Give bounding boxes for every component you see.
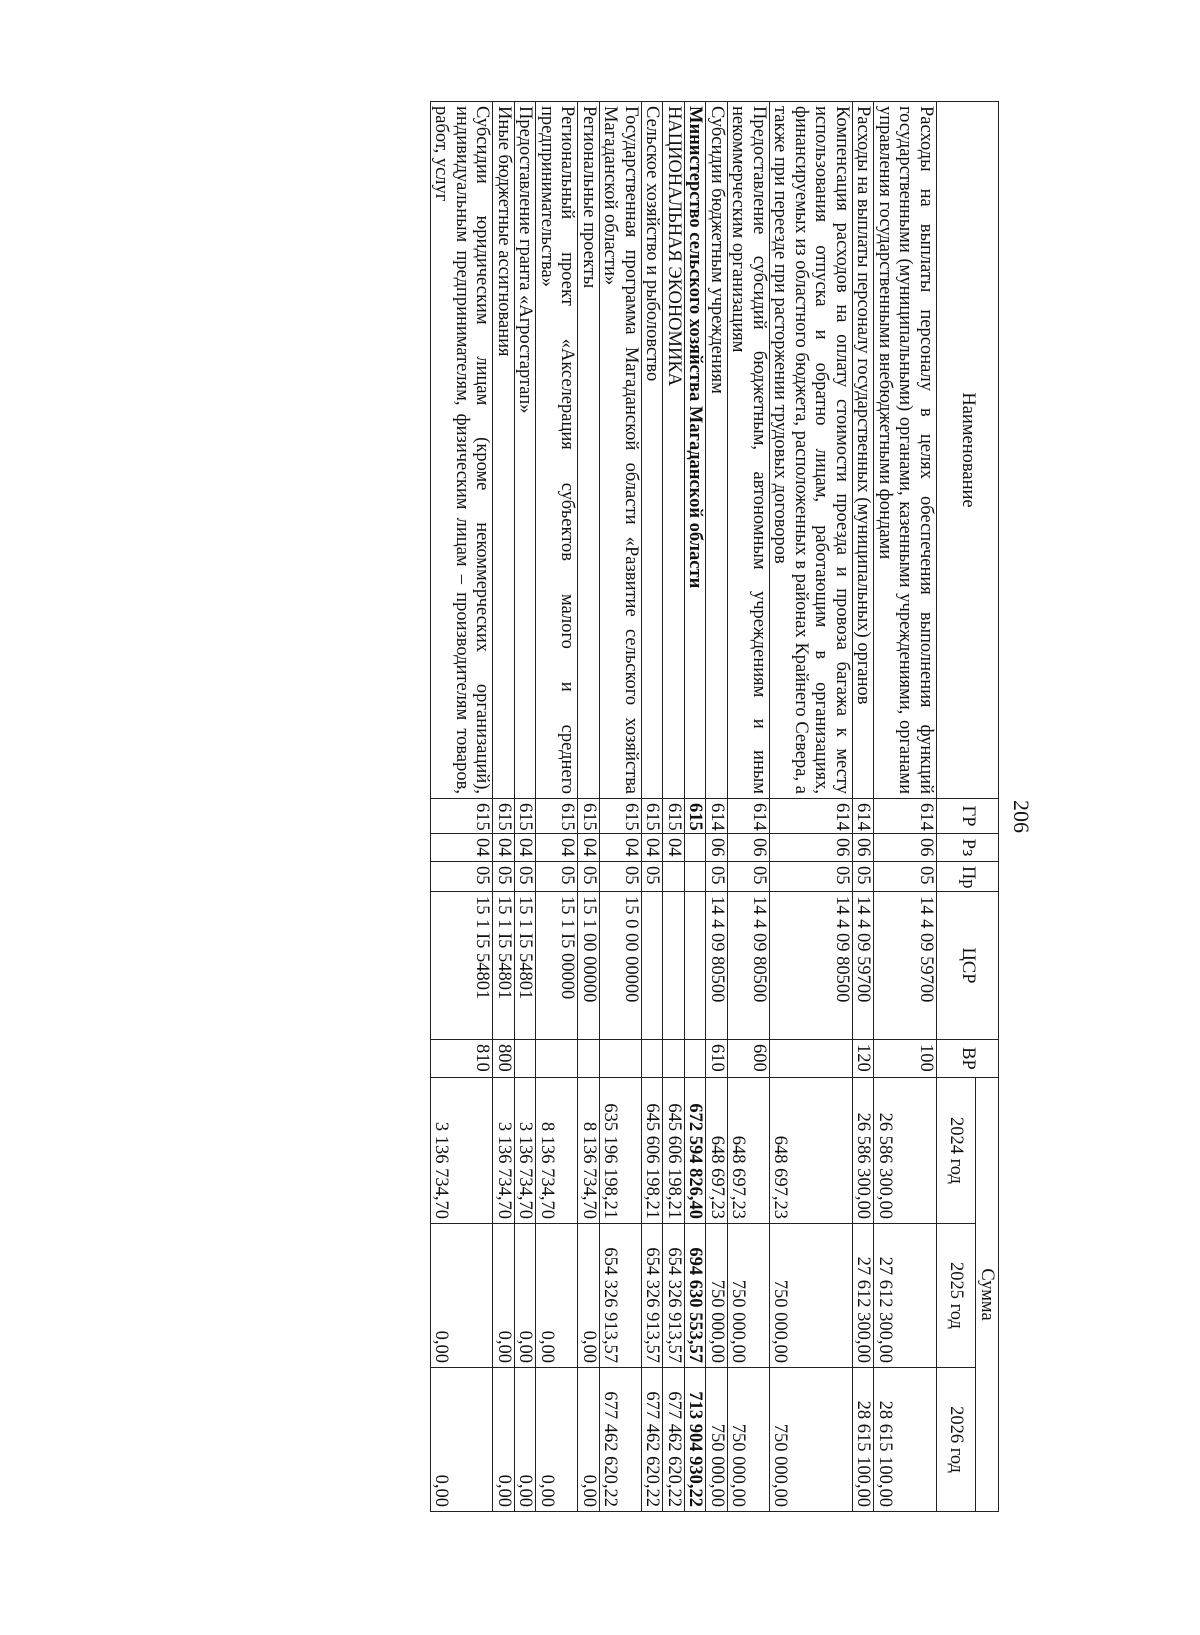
row-sum-2026: 0,00 bbox=[493, 1368, 515, 1512]
row-sum-2025: 694 630 553,57 bbox=[685, 1224, 707, 1368]
row-csr: 15 1 I5 54801 bbox=[515, 892, 537, 1040]
row-name: Предоставление субсидий бюджетным, автономным учреждениям и иным некоммерческим организациям bbox=[728, 102, 770, 799]
row-sum-2026: 0,00 bbox=[515, 1368, 537, 1512]
row-gr: 614 bbox=[770, 799, 853, 834]
row-gr: 615 bbox=[536, 799, 578, 834]
table-row bbox=[770, 102, 853, 1512]
row-csr: 14 4 09 80500 bbox=[728, 892, 770, 1040]
row-sum-2024: 3 136 734,70 bbox=[431, 1078, 494, 1224]
row-pr: 05 bbox=[431, 862, 494, 892]
table-row bbox=[642, 102, 664, 1512]
row-rz: 06 bbox=[728, 834, 770, 862]
row-sum-2026: 28 615 100,00 bbox=[874, 1368, 937, 1512]
row-name: Региональный проект «Акселерация субъектов малого и среднего предпринимательства» bbox=[536, 102, 578, 799]
header-gr: ГР bbox=[937, 799, 999, 834]
row-sum-2024: 645 606 198,21 bbox=[663, 1078, 685, 1224]
row-csr: 15 0 00 00000 bbox=[600, 892, 642, 1040]
row-sum-2025: 0,00 bbox=[578, 1224, 600, 1368]
row-rz: 04 bbox=[536, 834, 578, 862]
row-sum-2025: 27 612 300,00 bbox=[853, 1224, 875, 1368]
row-pr: 05 bbox=[493, 862, 515, 892]
row-vr: 600 bbox=[728, 1040, 770, 1078]
row-gr: 614 bbox=[728, 799, 770, 834]
row-vr bbox=[770, 1040, 853, 1078]
row-pr: 05 bbox=[874, 862, 937, 892]
budget-table bbox=[430, 101, 999, 1512]
row-csr: 14 4 09 59700 bbox=[853, 892, 875, 1040]
row-sum-2025: 750 000,00 bbox=[706, 1224, 728, 1368]
row-gr: 615 bbox=[685, 799, 707, 834]
table-row bbox=[600, 102, 642, 1512]
table-row bbox=[685, 102, 707, 1512]
header-sum: Сумма bbox=[976, 1078, 999, 1512]
table-row bbox=[663, 102, 685, 1512]
header-2024: 2024 год bbox=[937, 1078, 976, 1224]
table-row bbox=[728, 102, 770, 1512]
table-row bbox=[515, 102, 537, 1512]
row-pr: 05 bbox=[642, 862, 664, 892]
header-row bbox=[976, 102, 999, 1512]
row-rz: 04 bbox=[663, 834, 685, 862]
row-sum-2025: 750 000,00 bbox=[728, 1224, 770, 1368]
row-csr: 15 1 I5 00000 bbox=[536, 892, 578, 1040]
table-row bbox=[578, 102, 600, 1512]
row-pr: 05 bbox=[770, 862, 853, 892]
row-sum-2026: 750 000,00 bbox=[770, 1368, 853, 1512]
row-rz: 04 bbox=[431, 834, 494, 862]
row-name: Субсидии юридическим лицам (кроме некоммерческих организаций), индивидуальным предпринимателям, физическим лицам – производителям товаров, работ, услуг bbox=[431, 102, 494, 799]
row-sum-2024: 3 136 734,70 bbox=[493, 1078, 515, 1224]
table-row bbox=[431, 102, 494, 1512]
rotated-page bbox=[89, 101, 999, 1511]
row-gr: 615 bbox=[493, 799, 515, 834]
row-name: Расходы на выплаты персоналу государственных (муниципальных) органов bbox=[853, 102, 875, 799]
row-sum-2024: 8 136 734,70 bbox=[536, 1078, 578, 1224]
row-gr: 615 bbox=[578, 799, 600, 834]
row-sum-2026: 713 904 930,22 bbox=[685, 1368, 707, 1512]
row-sum-2025: 0,00 bbox=[536, 1224, 578, 1368]
row-csr: 14 4 09 80500 bbox=[706, 892, 728, 1040]
header-pr: Пр bbox=[937, 862, 999, 892]
header-name: Наименование bbox=[937, 102, 999, 799]
row-name: Иные бюджетные ассигнования bbox=[493, 102, 515, 799]
row-vr bbox=[578, 1040, 600, 1078]
row-sum-2026: 677 462 620,22 bbox=[642, 1368, 664, 1512]
row-gr: 615 bbox=[600, 799, 642, 834]
row-sum-2024: 26 586 300,00 bbox=[853, 1078, 875, 1224]
row-vr bbox=[600, 1040, 642, 1078]
row-rz: 06 bbox=[853, 834, 875, 862]
row-name: Сельское хозяйство и рыболовство bbox=[642, 102, 664, 799]
row-sum-2026: 0,00 bbox=[578, 1368, 600, 1512]
row-sum-2026: 677 462 620,22 bbox=[663, 1368, 685, 1512]
row-sum-2024: 8 136 734,70 bbox=[578, 1078, 600, 1224]
row-sum-2024: 648 697,23 bbox=[770, 1078, 853, 1224]
row-rz: 06 bbox=[770, 834, 853, 862]
row-vr bbox=[536, 1040, 578, 1078]
header-2025: 2025 год bbox=[937, 1224, 976, 1368]
row-pr: 05 bbox=[515, 862, 537, 892]
row-sum-2024: 645 606 198,21 bbox=[642, 1078, 664, 1224]
row-vr bbox=[685, 1040, 707, 1078]
row-vr: 100 bbox=[874, 1040, 937, 1078]
row-pr: 05 bbox=[728, 862, 770, 892]
table-row bbox=[706, 102, 728, 1512]
row-rz: 06 bbox=[706, 834, 728, 862]
row-name: НАЦИОНАЛЬНАЯ ЭКОНОМИКА bbox=[663, 102, 685, 799]
row-gr: 614 bbox=[853, 799, 875, 834]
row-rz: 04 bbox=[515, 834, 537, 862]
row-rz: 06 bbox=[874, 834, 937, 862]
row-sum-2024: 635 196 198,21 bbox=[600, 1078, 642, 1224]
table-row bbox=[874, 102, 937, 1512]
row-name: Расходы на выплаты персоналу в целях обеспечения выполнения функций государственными (муниципальными) органами, казенными учреждениями, органами управления государственными внебюджетными фондами bbox=[874, 102, 937, 799]
row-csr bbox=[663, 892, 685, 1040]
row-rz: 04 bbox=[578, 834, 600, 862]
row-sum-2026: 0,00 bbox=[431, 1368, 494, 1512]
row-sum-2026: 750 000,00 bbox=[728, 1368, 770, 1512]
row-pr bbox=[663, 862, 685, 892]
row-pr: 05 bbox=[578, 862, 600, 892]
row-sum-2026: 28 615 100,00 bbox=[853, 1368, 875, 1512]
row-name: Министерство сельского хозяйства Магаданской области bbox=[685, 102, 707, 799]
row-sum-2026: 750 000,00 bbox=[706, 1368, 728, 1512]
row-sum-2025: 654 326 913,57 bbox=[663, 1224, 685, 1368]
row-csr: 15 1 00 00000 bbox=[578, 892, 600, 1040]
row-sum-2025: 750 000,00 bbox=[770, 1224, 853, 1368]
row-vr: 800 bbox=[493, 1040, 515, 1078]
row-sum-2024: 672 594 826,40 bbox=[685, 1078, 707, 1224]
header-rz: Рз bbox=[937, 834, 999, 862]
row-csr: 15 1 I5 54801 bbox=[431, 892, 494, 1040]
row-vr: 610 bbox=[706, 1040, 728, 1078]
row-pr: 05 bbox=[536, 862, 578, 892]
row-sum-2025: 0,00 bbox=[431, 1224, 494, 1368]
row-vr: 120 bbox=[853, 1040, 875, 1078]
row-gr: 614 bbox=[874, 799, 937, 834]
row-sum-2024: 648 697,23 bbox=[706, 1078, 728, 1224]
table-row bbox=[536, 102, 578, 1512]
row-vr bbox=[515, 1040, 537, 1078]
row-rz: 04 bbox=[600, 834, 642, 862]
row-name: Региональные проекты bbox=[578, 102, 600, 799]
row-csr bbox=[685, 892, 707, 1040]
row-pr: 05 bbox=[706, 862, 728, 892]
row-sum-2026: 677 462 620,22 bbox=[600, 1368, 642, 1512]
row-rz: 04 bbox=[493, 834, 515, 862]
row-sum-2025: 27 612 300,00 bbox=[874, 1224, 937, 1368]
row-pr: 05 bbox=[853, 862, 875, 892]
row-vr: 810 bbox=[431, 1040, 494, 1078]
row-sum-2025: 654 326 913,57 bbox=[642, 1224, 664, 1368]
table-row bbox=[853, 102, 875, 1512]
row-sum-2025: 0,00 bbox=[493, 1224, 515, 1368]
row-sum-2026: 0,00 bbox=[536, 1368, 578, 1512]
row-gr: 615 bbox=[642, 799, 664, 834]
row-name: Субсидии бюджетным учреждениям bbox=[706, 102, 728, 799]
row-pr: 05 bbox=[600, 862, 642, 892]
row-csr: 15 1 I5 54801 bbox=[493, 892, 515, 1040]
row-rz bbox=[685, 834, 707, 862]
row-vr bbox=[642, 1040, 664, 1078]
row-name: Компенсация расходов на оплату стоимости проезда и провоза багажа к месту использования отпуска и обратно лицам, работающим в организациях, финансируемых из областного бюджета, расположенных в районах Крайнего Севера, а также при переезде при расторжении трудовых договоров bbox=[770, 102, 853, 799]
row-name: Государственная программа Магаданской области «Развитие сельского хозяйства Магаданской области» bbox=[600, 102, 642, 799]
row-name: Предоставление гранта «Агростартап» bbox=[515, 102, 537, 799]
row-gr: 615 bbox=[431, 799, 494, 834]
row-sum-2025: 0,00 bbox=[515, 1224, 537, 1368]
row-csr: 14 4 09 80500 bbox=[770, 892, 853, 1040]
row-sum-2025: 654 326 913,57 bbox=[600, 1224, 642, 1368]
table-row bbox=[493, 102, 515, 1512]
header-2026: 2026 год bbox=[937, 1368, 976, 1512]
header-csr: ЦСР bbox=[937, 892, 999, 1040]
row-sum-2024: 26 586 300,00 bbox=[874, 1078, 937, 1224]
row-gr: 615 bbox=[663, 799, 685, 834]
row-gr: 615 bbox=[515, 799, 537, 834]
row-sum-2024: 648 697,23 bbox=[728, 1078, 770, 1224]
row-vr bbox=[663, 1040, 685, 1078]
row-csr: 14 4 09 59700 bbox=[874, 892, 937, 1040]
row-csr bbox=[642, 892, 664, 1040]
row-gr: 614 bbox=[706, 799, 728, 834]
page-number: 206 bbox=[1009, 800, 1034, 833]
row-sum-2024: 3 136 734,70 bbox=[515, 1078, 537, 1224]
row-rz: 04 bbox=[642, 834, 664, 862]
row-pr bbox=[685, 862, 707, 892]
header-vr: ВР bbox=[937, 1040, 999, 1078]
